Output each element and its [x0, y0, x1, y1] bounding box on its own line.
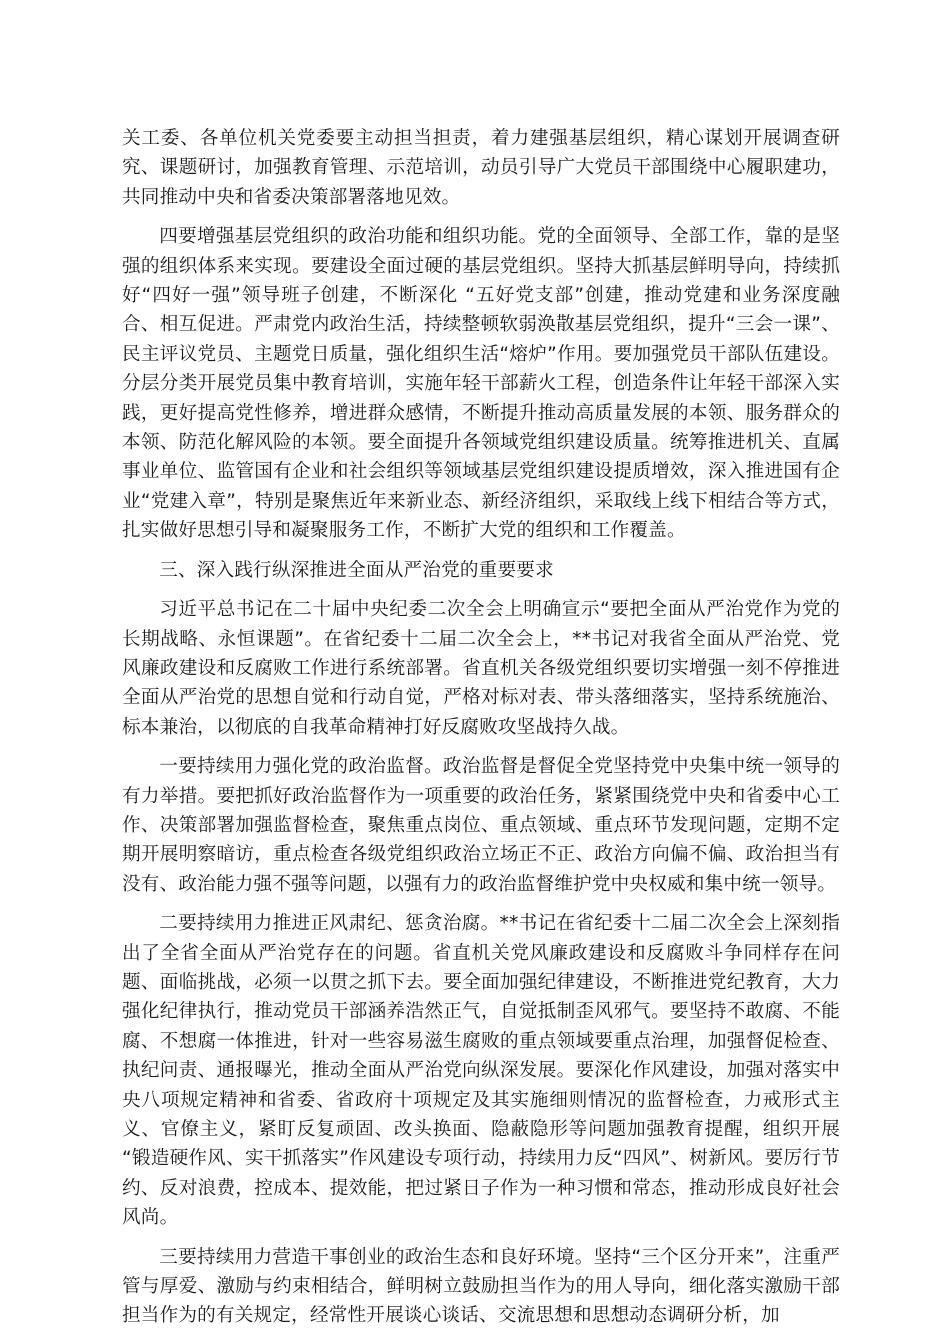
paragraph-political-ecology: 三要持续用力营造干事创业的政治生态和良好环境。坚持“三个区分开来”，注重严管与厚爱、激励与约束相结合，鲜明树立鼓励担当作为的用人导向，细化落实激励干部担当作为的有关规定，经常性开展谈心谈话、交流思想和思想动态调研分析，加: [122, 1246, 840, 1327]
section-heading-three: 三、深入践行纵深推进全面从严治党的重要要求: [159, 559, 554, 581]
paragraph-anti-corruption: 二要持续用力推进正风肃纪、惩贪治腐。**书记在省纪委十二届二次全会上深刻指出了全省全面从严治党存在的问题。省直机关党风廉政建设和反腐败斗争同样存在问题、面临挑战，必须一以贯之抓下去。要全面加强纪律建设，不断推进党纪教育，大力强化纪律执行，推动党员干部涵养浩然正气，自觉抵制歪风邪气。要坚持不敢腐、不能腐、不想腐一体推进，针对一些容易滋生腐败的重点领域要重点治理，加强督促检查、执纪问责、通报曝光，推动全面从严治党向纵深发展。要深化作风建设，加强对落实中央八项规定精神和省委、省政府十项规定及其实施细则情况的监督检查，力戒形式主义、官僚主义，紧盯反复顽固、改头换面、隐蔽隐形等问题加强教育提醒，组织开展 “锻造硬作风、实干抓落实”作风建设专项行动，持续用力反“四风”、树新风。要厉行节约、反对浪费，控成本、提效能，把过紧日子作为一种习惯和常态，推动形成良好社会风尚。: [122, 913, 840, 1229]
document-body: [122, 124, 840, 1341]
paragraph-strict-governance-intro: 习近平总书记在二十届中央纪委二次全会上明确宣示“要把全面从严治党作为党的长期战略、永恒课题”。在省纪委十二届二次全会上，**书记对我省全面从严治党、党风廉政建设和反腐败工作进行系统部署。省直机关各级党组织要切实增强一刻不停推进全面从严治党的思想自觉和行动自觉，严格对标对表、带头落细落实，坚持系统施治、标本兼治，以彻底的自我革命精神打好反腐败攻坚战持久战。: [122, 599, 840, 738]
paragraph-political-supervision: 一要持续用力强化党的政治监督。政治监督是督促全党坚持党中央集中统一领导的有力举措。要把抓好政治监督作为一项重要的政治任务，紧紧围绕党中央和省委中心工作、决策部署加强监督检查，聚焦重点岗位、重点领域、重点环节发现问题，定期不定期开展明察暗访，重点检查各级党组织政治立场正不正、政治方向偏不偏、政治担当有没有、政治能力强不强等问题，以强有力的政治监督维护党中央权威和集中统一领导。: [122, 756, 840, 895]
paragraph-continuation: 关工委、各单位机关党委要主动担当担责，着力建强基层组织，精心谋划开展调查研究、课题研讨，加强教育管理、示范培训，动员引导广大党员干部围绕中心履职建功，共同推动中央和省委决策部署落地见效。: [122, 128, 840, 208]
paragraph-grassroots-organization: 四要增强基层党组织的政治功能和组织功能。党的全面领导、全部工作，靠的是坚强的组织体系来实现。要建设全面过硬的基层党组织。坚持大抓基层鲜明导向，持续抓好“四好一强”领导班子创建，不断深化 “五好党支部”创建，推动党建和业务深度融合、相互促进。严肃党内政治生活，持续整顿软弱涣散基层党组织，提升“三会一课”、民主评议党员、主题党日质量，强化组织生活“熔炉”作用。要加强党员干部队伍建设。分层分类开展党员集中教育培训，实施年轻干部薪火工程，创造条件让年轻干部深入实践，更好提高党性修养，增进群众感情，不断提升推动高质量发展的本领、服务群众的本领、防范化解风险的本领。要全面提升各领域党组织建设质量。统筹推进机关、直属事业单位、监管国有企业和社会组织等领域基层党组织建设提质增效，深入推进国有企业“党建入章”，特别是聚焦近年来新业态、新经济组织，采取线上线下相结合等方式，扎实做好思想引导和凝聚服务工作，不断扩大党的组织和工作覆盖。: [122, 226, 840, 542]
